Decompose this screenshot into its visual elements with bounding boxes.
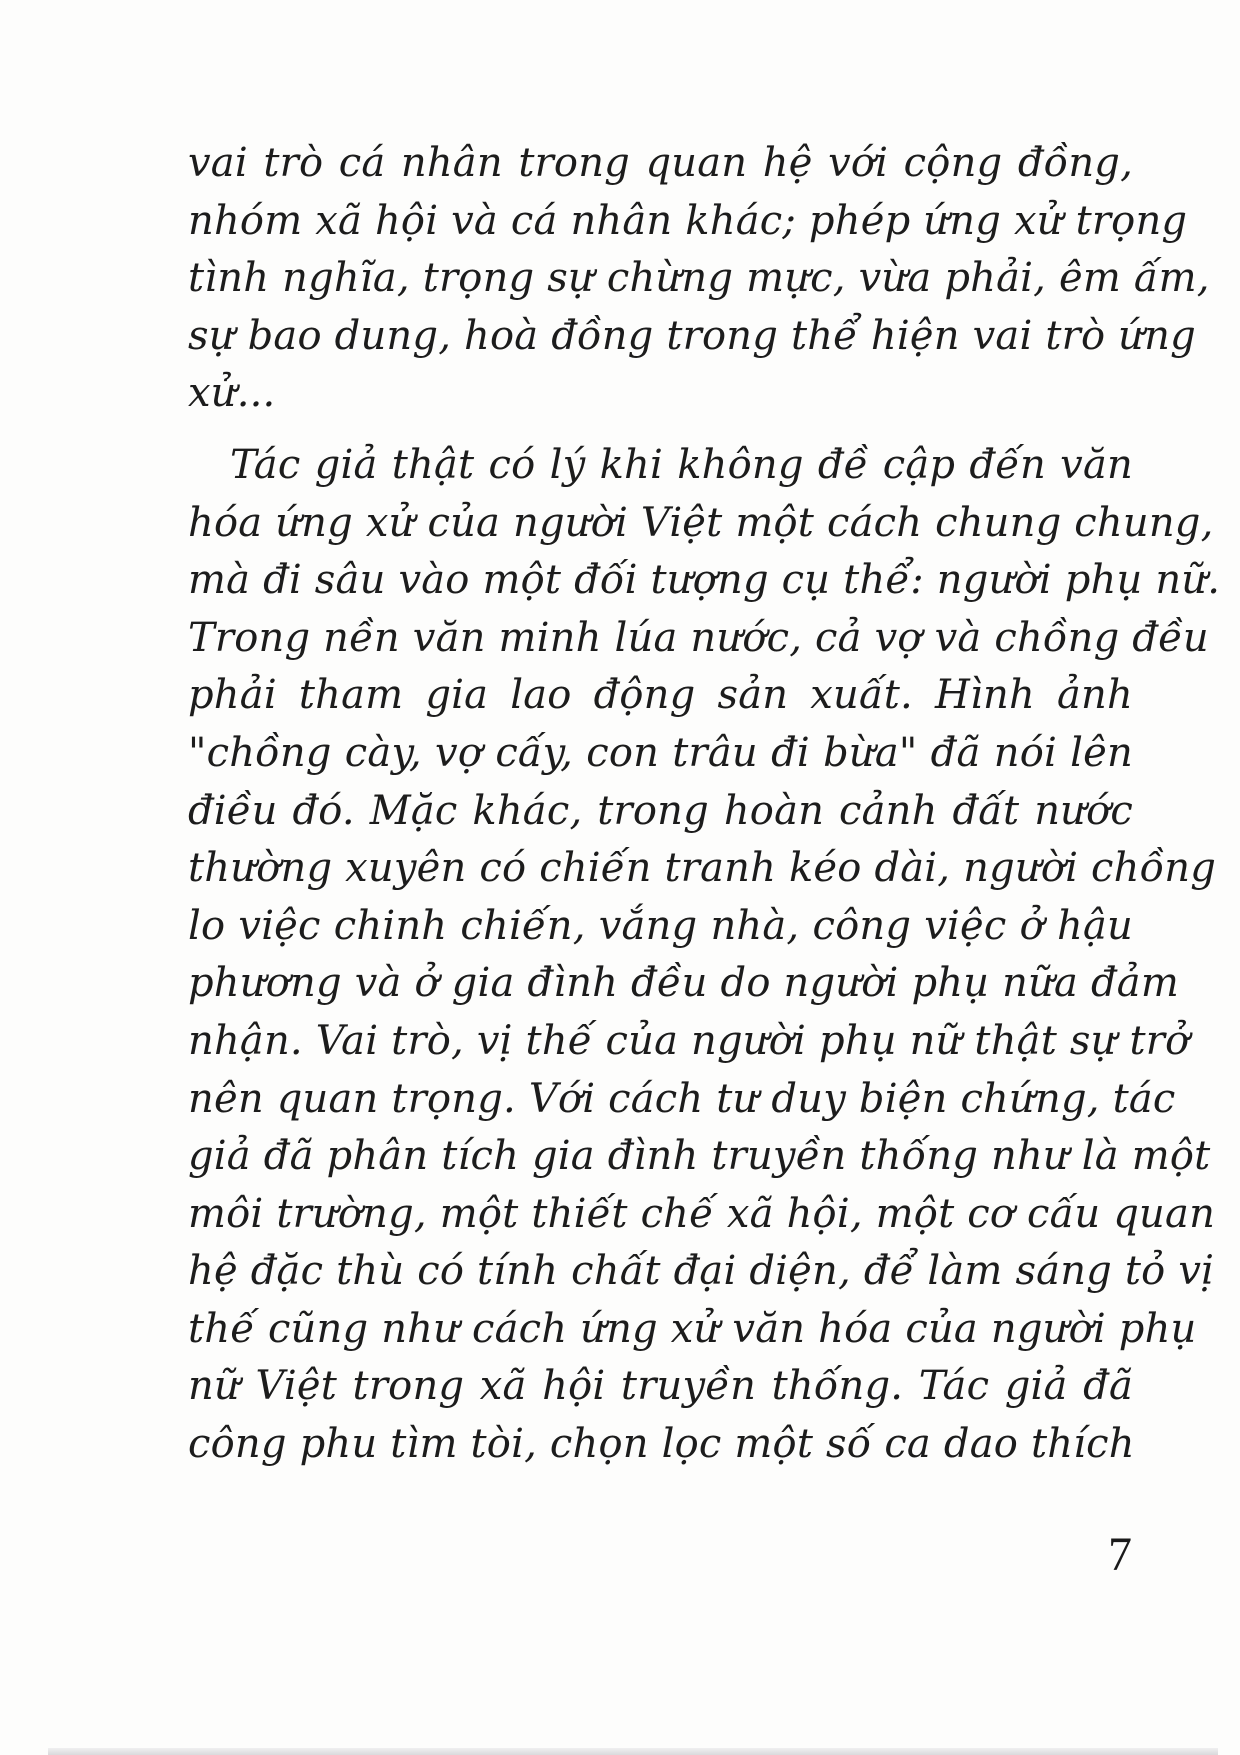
text-line: tình nghĩa, trọng sự chừng mực, vừa phải, êm ấm, <box>188 255 1210 302</box>
text-line: hóa ứng xử của người Việt một cách chung chung, <box>188 499 1214 546</box>
text-line: xử... <box>188 370 276 417</box>
text-line: vai trò cá nhân trong quan hệ với cộng đồng, <box>188 140 1133 186</box>
page-number: 7 <box>1108 1528 1132 1581</box>
text-line: nhóm xã hội và cá nhân khác; phép ứng xử trọng <box>188 197 1188 244</box>
text-line: phương và ở gia đình đều do người phụ nữa đảm <box>188 960 1179 1007</box>
text-line: lo việc chinh chiến, vắng nhà, công việc ở hậu <box>188 902 1133 949</box>
text-line: nữ Việt trong xã hội truyền thống. Tác giả đã <box>188 1363 1133 1410</box>
paragraph-1 <box>188 135 1210 423</box>
text-line: sự bao dung, hoà đồng trong thể hiện vai trò ứng <box>188 312 1196 359</box>
paragraph-gap <box>188 423 1133 437</box>
text-line: Trong nền văn minh lúa nước, cả vợ và chồng đều <box>188 614 1209 661</box>
text-line: điều đó. Mặc khác, trong hoàn cảnh đất nước <box>188 787 1133 834</box>
text-line: giả đã phân tích gia đình truyền thống như là một <box>188 1133 1211 1180</box>
text-line: nhận. Vai trò, vị thế của người phụ nữ thật sự trở <box>188 1017 1190 1064</box>
text-line: thường xuyên có chiến tranh kéo dài, người chồng <box>188 845 1217 892</box>
text-line: môi trường, một thiết chế xã hội, một cơ cấu quan <box>188 1190 1216 1237</box>
text-line: phải tham gia lao động sản xuất. Hình ảnh <box>188 672 1133 719</box>
text-line: nên quan trọng. Với cách tư duy biện chứng, tác <box>188 1075 1176 1122</box>
paragraph-2 <box>188 437 1221 1474</box>
text-line: mà đi sâu vào một đối tượng cụ thể: người phụ nữ. <box>188 557 1221 604</box>
body-text <box>188 135 1221 1474</box>
text-line: Tác giả thật có lý khi không đề cập đến văn <box>230 441 1133 488</box>
page-edge-shadow <box>48 1748 1218 1755</box>
text-line: hệ đặc thù có tính chất đại diện, để làm sáng tỏ vị <box>188 1248 1215 1295</box>
text-line: công phu tìm tòi, chọn lọc một số ca dao thích <box>188 1421 1135 1468</box>
text-line: thế cũng như cách ứng xử văn hóa của người phụ <box>188 1305 1197 1352</box>
text-line: "chồng cày, vợ cấy, con trâu đi bừa" đã nói lên <box>188 729 1133 776</box>
